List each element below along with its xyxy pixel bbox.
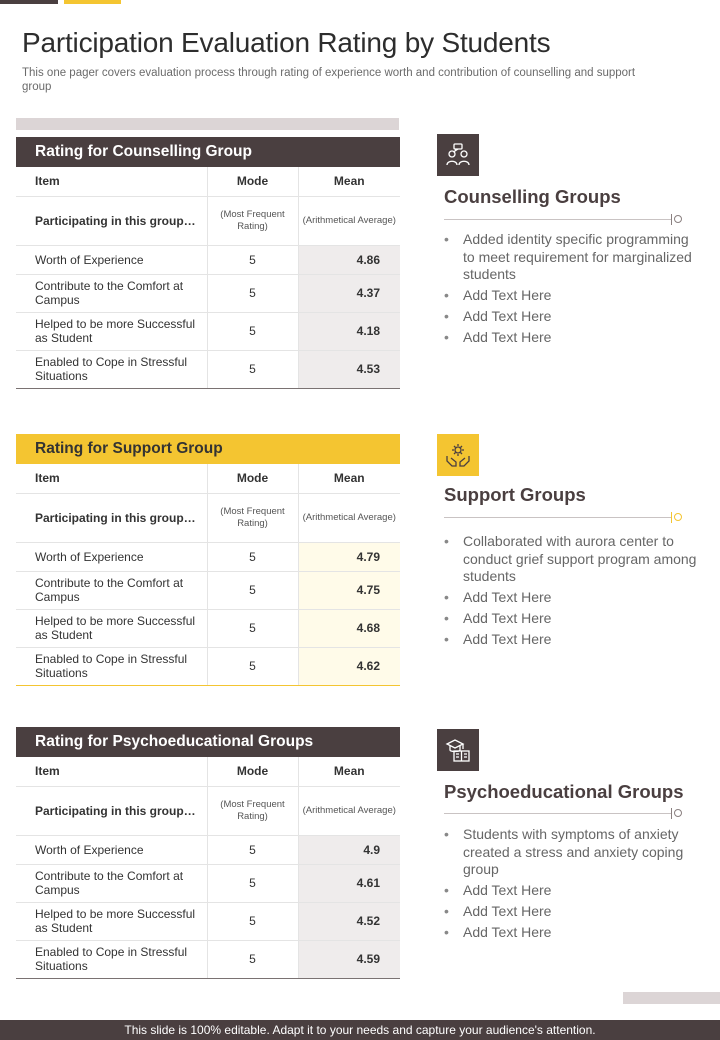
list-item: • Add Text Here: [444, 610, 700, 628]
top-accent-yellow: [64, 0, 121, 4]
row-mean: 4.79: [298, 542, 400, 571]
title-divider: [444, 813, 672, 814]
decorative-bar-bottom: [623, 992, 720, 1004]
column-header-mean: Mean: [298, 464, 400, 493]
participating-label: Participating in this group…: [16, 786, 207, 835]
row-mean: 4.37: [298, 274, 400, 312]
row-mean: 4.86: [298, 245, 400, 274]
psychoeducational-rating-panel: [16, 727, 400, 979]
row-mean: 4.52: [298, 902, 400, 940]
panel-header: Rating for Psychoeducational Groups: [16, 727, 400, 757]
list-item: • Students with symptoms of anxiety created a stress and anxiety coping group: [444, 826, 700, 879]
row-mode: 5: [207, 835, 298, 864]
counselling-rating-panel: [16, 137, 400, 389]
row-mode: 5: [207, 312, 298, 350]
row-mean: 4.68: [298, 609, 400, 647]
list-item: • Add Text Here: [444, 882, 700, 900]
table-row: [16, 835, 400, 864]
list-item: • Add Text Here: [444, 924, 700, 942]
row-mode: 5: [207, 864, 298, 902]
row-item: Enabled to Cope in Stressful Situations: [16, 647, 207, 685]
row-item: Enabled to Cope in Stressful Situations: [16, 350, 207, 388]
row-mean: 4.61: [298, 864, 400, 902]
list-item: • Add Text Here: [444, 329, 700, 347]
footer-banner: This slide is 100% editable. Adapt it to your needs and capture your audience's attention.: [0, 1020, 720, 1040]
table-row: [16, 542, 400, 571]
list-item: • Added identity specific programming to meet requirement for marginalized students: [444, 231, 700, 284]
table-row: [16, 864, 400, 902]
column-header-item: Item: [16, 167, 207, 196]
row-item: Worth of Experience: [16, 542, 207, 571]
table-row: [16, 940, 400, 978]
list-item: • Add Text Here: [444, 903, 700, 921]
row-item: Helped to be more Successful as Student: [16, 312, 207, 350]
title-divider: [444, 517, 672, 518]
row-item: Enabled to Cope in Stressful Situations: [16, 940, 207, 978]
row-mean: 4.75: [298, 571, 400, 609]
table-row: [16, 312, 400, 350]
mean-description: (Arithmetical Average): [298, 786, 400, 835]
list-item: • Add Text Here: [444, 631, 700, 649]
decorative-bar-top: [16, 118, 399, 130]
list-item: • Add Text Here: [444, 287, 700, 305]
table-row: [16, 609, 400, 647]
page-title: Participation Evaluation Rating by Students: [22, 27, 551, 58]
row-item: Worth of Experience: [16, 245, 207, 274]
panel-header: Rating for Support Group: [16, 434, 400, 464]
mode-description: (Most Frequent Rating): [207, 493, 298, 542]
row-mean: 4.53: [298, 350, 400, 388]
psychoeducational-bullet-list: [444, 826, 700, 945]
mode-description: (Most Frequent Rating): [207, 196, 298, 245]
row-mode: 5: [207, 274, 298, 312]
row-mode: 5: [207, 350, 298, 388]
row-mode: 5: [207, 571, 298, 609]
psychoeducational-groups-title: Psychoeducational Groups: [444, 781, 684, 802]
support-hands-icon: [437, 434, 479, 476]
list-item: • Add Text Here: [444, 589, 700, 607]
table-row: [16, 274, 400, 312]
row-item: Contribute to the Comfort at Campus: [16, 571, 207, 609]
rating-table: [16, 167, 400, 389]
row-item: Helped to be more Successful as Student: [16, 902, 207, 940]
title-divider: [444, 219, 672, 220]
rating-table: [16, 757, 400, 979]
column-header-item: Item: [16, 757, 207, 786]
support-bullet-list: [444, 533, 700, 652]
page-subtitle: This one pager covers evaluation process through rating of experience worth and contribution of counselling and support group: [22, 67, 636, 93]
panel-header: Rating for Counselling Group: [16, 137, 400, 167]
table-row: [16, 245, 400, 274]
counselling-people-icon: [437, 134, 479, 176]
counselling-groups-title: Counselling Groups: [444, 186, 621, 207]
row-mode: 5: [207, 647, 298, 685]
mean-description: (Arithmetical Average): [298, 493, 400, 542]
row-mode: 5: [207, 609, 298, 647]
column-header-mean: Mean: [298, 757, 400, 786]
participating-label: Participating in this group…: [16, 196, 207, 245]
list-item: • Add Text Here: [444, 308, 700, 326]
row-mean: 4.18: [298, 312, 400, 350]
row-mean: 4.62: [298, 647, 400, 685]
graduation-book-icon: [437, 729, 479, 771]
row-item: Worth of Experience: [16, 835, 207, 864]
support-groups-title: Support Groups: [444, 484, 586, 505]
row-item: Contribute to the Comfort at Campus: [16, 864, 207, 902]
row-mean: 4.59: [298, 940, 400, 978]
column-header-mode: Mode: [207, 757, 298, 786]
table-row: [16, 902, 400, 940]
row-mode: 5: [207, 542, 298, 571]
column-header-mean: Mean: [298, 167, 400, 196]
row-mode: 5: [207, 245, 298, 274]
row-item: Helped to be more Successful as Student: [16, 609, 207, 647]
counselling-bullet-list: [444, 231, 700, 350]
row-mode: 5: [207, 902, 298, 940]
table-row: [16, 571, 400, 609]
row-mode: 5: [207, 940, 298, 978]
mode-description: (Most Frequent Rating): [207, 786, 298, 835]
row-item: Contribute to the Comfort at Campus: [16, 274, 207, 312]
top-accent-dark: [0, 0, 58, 4]
list-item: • Collaborated with aurora center to conduct grief support program among students: [444, 533, 700, 586]
column-header-mode: Mode: [207, 464, 298, 493]
column-header-item: Item: [16, 464, 207, 493]
support-rating-panel: [16, 434, 400, 686]
rating-table: [16, 464, 400, 686]
table-row: [16, 350, 400, 388]
column-header-mode: Mode: [207, 167, 298, 196]
participating-label: Participating in this group…: [16, 493, 207, 542]
row-mean: 4.9: [298, 835, 400, 864]
mean-description: (Arithmetical Average): [298, 196, 400, 245]
table-row: [16, 647, 400, 685]
